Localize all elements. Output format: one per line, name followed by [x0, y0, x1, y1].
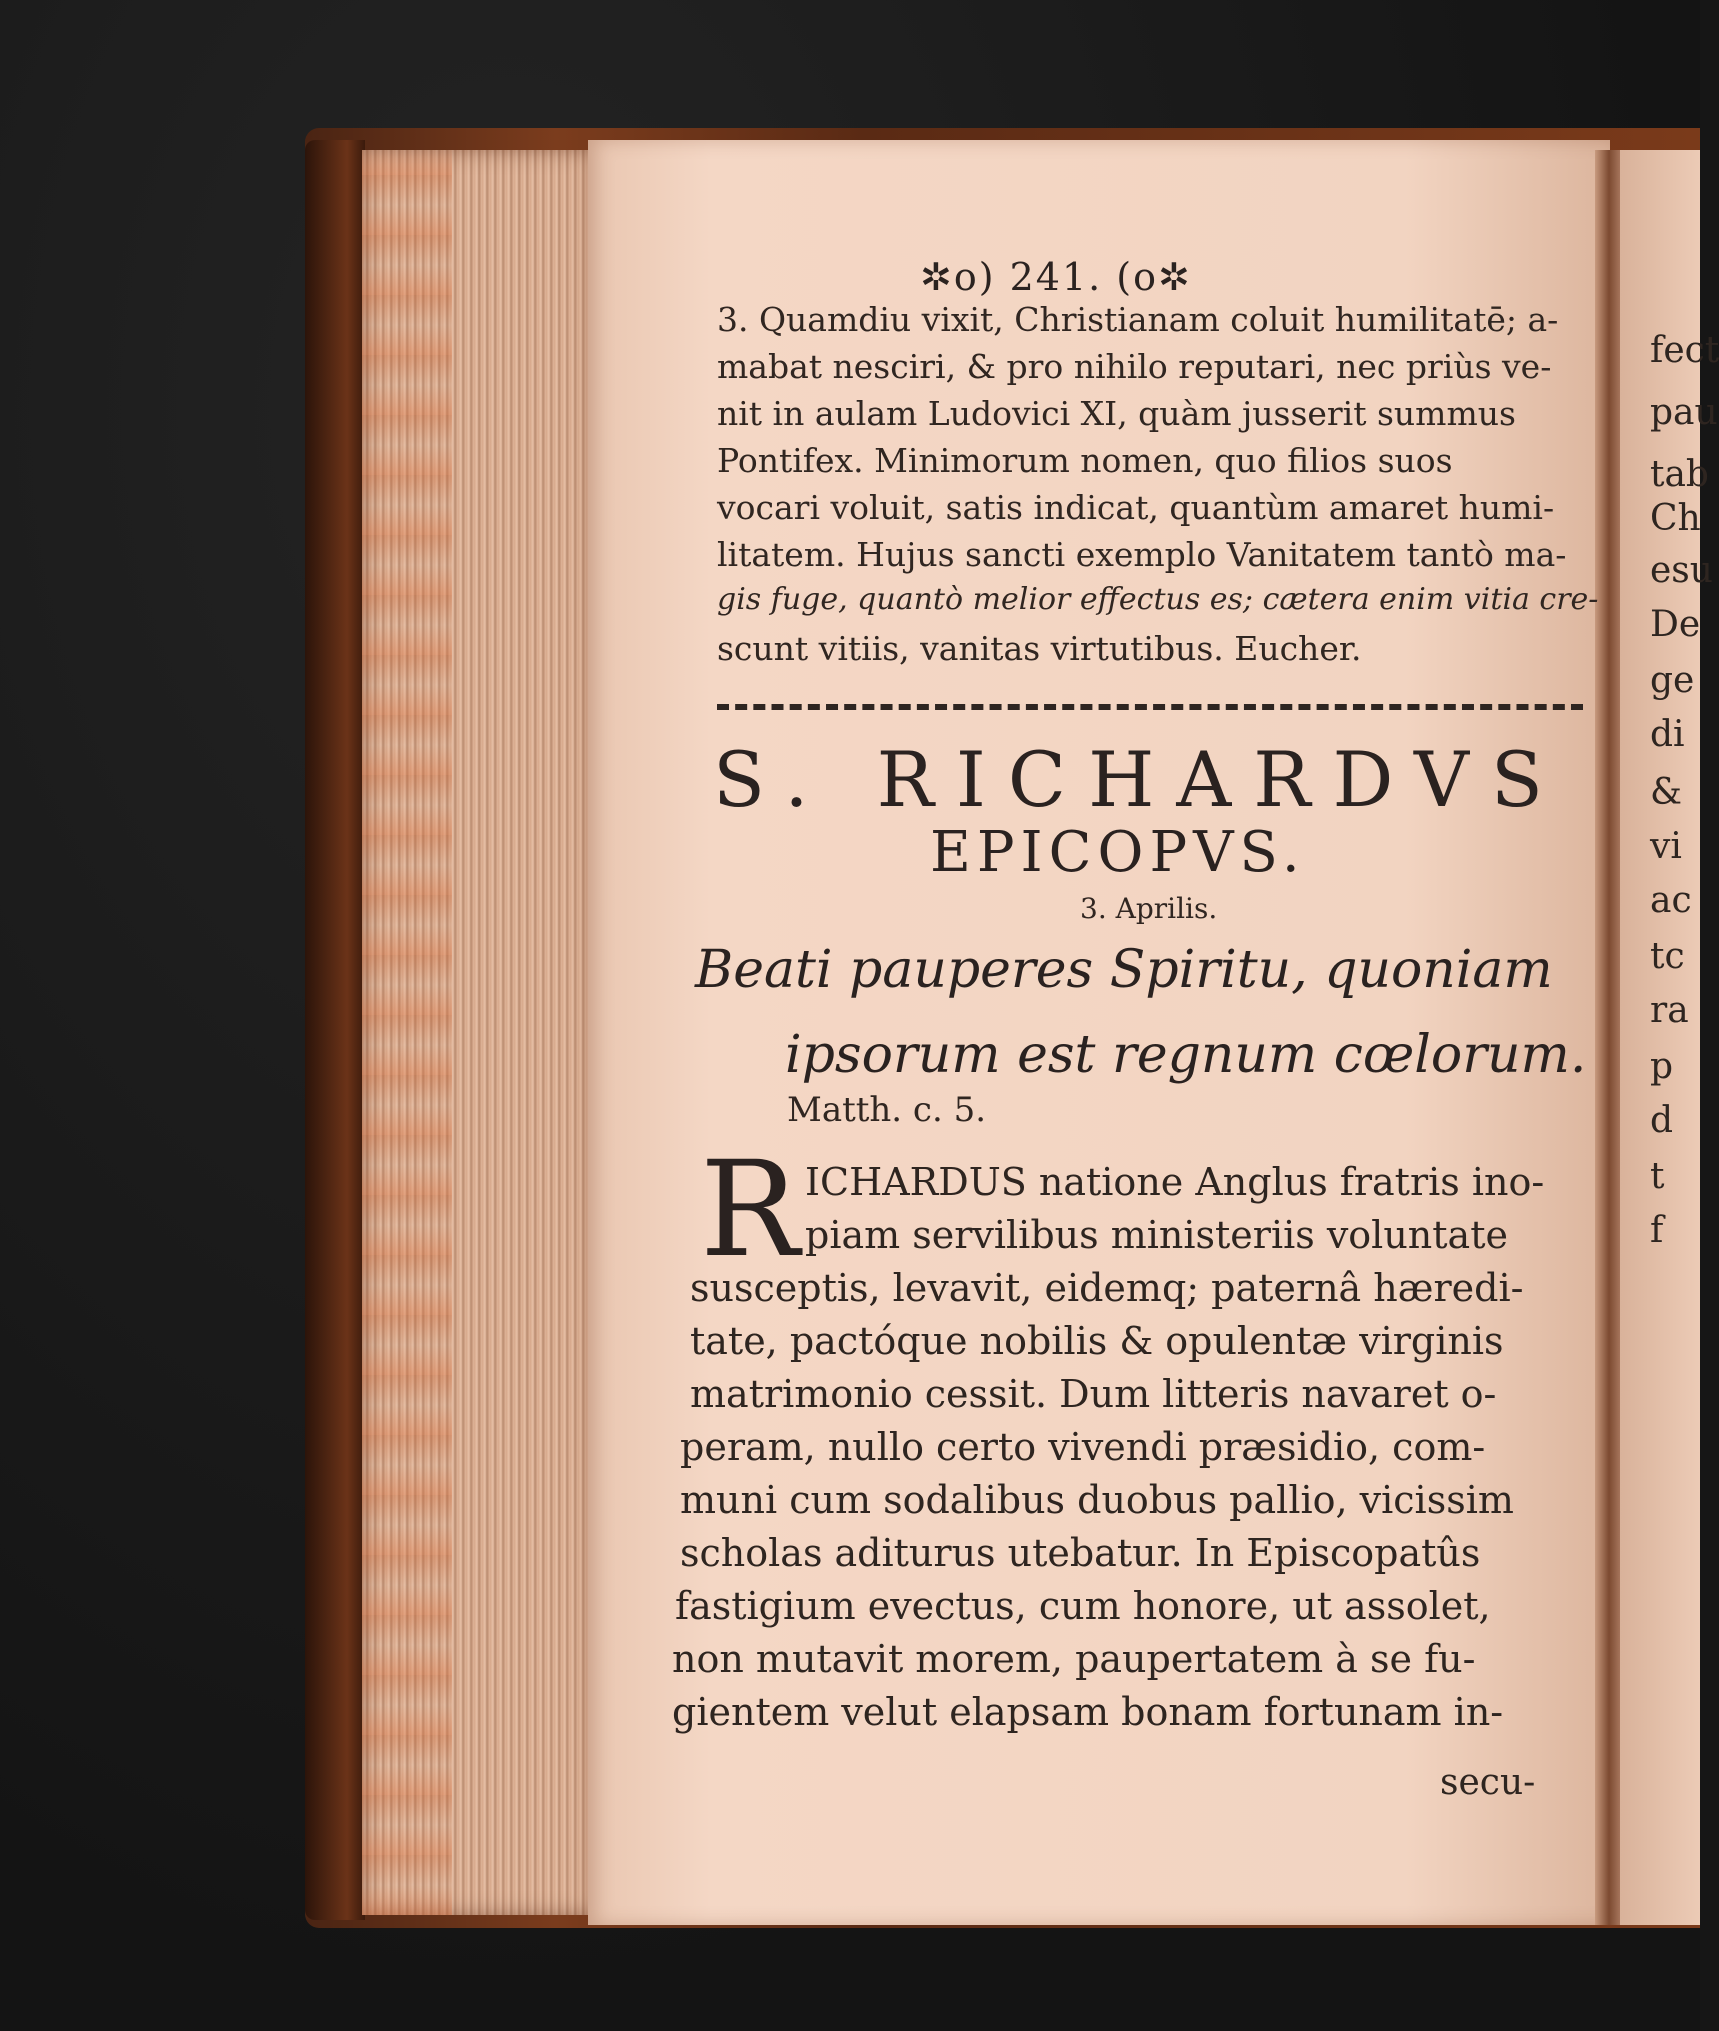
paragraph-line: gis fuge, quantò melior effectus es; cætera enim vitia cre-	[717, 582, 1599, 617]
facing-fragment: &	[1650, 772, 1683, 813]
paragraph-line: scholas aditurus utebatur. In Episcopatûs	[680, 1531, 1481, 1575]
book-spine	[305, 140, 365, 1920]
facing-fragment: f	[1650, 1210, 1664, 1251]
facing-fragment: p	[1650, 1046, 1674, 1087]
facing-fragment: t	[1650, 1156, 1665, 1197]
page-gutter	[1595, 150, 1623, 1925]
facing-fragment: tab	[1650, 454, 1709, 495]
paragraph-line: peram, nullo certo vivendi præsidio, com-	[680, 1425, 1486, 1469]
facing-fragment: De	[1650, 604, 1701, 645]
running-head: ✲o) 241. (o✲	[920, 255, 1192, 299]
saint-title: S. RICHARDVS	[713, 735, 1565, 824]
saint-subtitle: EPICOPVS.	[930, 820, 1306, 885]
facing-fragment: ra	[1650, 990, 1689, 1031]
paragraph-line: muni cum sodalibus duobus pallio, vicissim	[680, 1478, 1514, 1522]
paragraph-line: mabat nesciri, & pro nihilo reputari, nec priùs ve-	[717, 347, 1552, 386]
epigraph-line: Beati pauperes Spiritu, quoniam	[695, 940, 1553, 1000]
paragraph-line: piam servilibus ministeriis voluntate	[805, 1213, 1508, 1257]
facing-fragment: Ch	[1650, 498, 1701, 539]
paragraph-line: ICHARDUS natione Anglus fratris ino-	[805, 1160, 1545, 1204]
paragraph-line: non mutavit morem, paupertatem à se fu-	[672, 1637, 1476, 1681]
paragraph-line: tate, pactóque nobilis & opulentæ virginis	[690, 1319, 1504, 1363]
paragraph-line: scunt vitiis, vanitas virtutibus. Eucher.	[717, 629, 1362, 668]
facing-fragment: vi	[1650, 826, 1682, 867]
paragraph-line: Pontifex. Minimorum nomen, quo filios suos	[717, 441, 1453, 480]
paragraph-line: 3. Quamdiu vixit, Christianam coluit humilitatē; a-	[717, 300, 1559, 339]
paragraph-line: gientem velut elapsam bonam fortunam in-	[672, 1690, 1504, 1734]
paragraph-line: matrimonio cessit. Dum litteris navaret o-	[690, 1372, 1497, 1416]
scripture-reference: Matth. c. 5.	[787, 1090, 987, 1130]
paragraph-line: fastigium evectus, cum honore, ut assolet,	[675, 1584, 1491, 1628]
facing-fragment: di	[1650, 714, 1685, 755]
facing-fragment: ac	[1650, 880, 1692, 921]
facing-fragment: ge	[1650, 660, 1695, 701]
paragraph-line: litatem. Hujus sancti exemplo Vanitatem tantò ma-	[717, 535, 1567, 574]
drop-cap: R	[700, 1133, 800, 1287]
facing-fragment: d	[1650, 1100, 1674, 1141]
feast-date: 3. Aprilis.	[1080, 892, 1218, 925]
paragraph-line: nit in aulam Ludovici XI, quàm jusserit summus	[717, 394, 1516, 433]
facing-fragment: tc	[1650, 936, 1685, 977]
paragraph-line: vocari voluit, satis indicat, quantùm amaret humi-	[717, 488, 1555, 527]
section-divider	[717, 704, 1583, 710]
facing-fragment: pau	[1650, 392, 1718, 433]
epigraph-line: ipsorum est regnum cœlorum.	[785, 1025, 1587, 1085]
page-edges	[362, 150, 594, 1915]
facing-fragment: fect	[1650, 330, 1719, 371]
paragraph-line: susceptis, levavit, eidemq; paternâ hæredi-	[690, 1266, 1524, 1310]
catchword: secu-	[1440, 1762, 1536, 1803]
facing-fragment: esu	[1650, 550, 1713, 591]
